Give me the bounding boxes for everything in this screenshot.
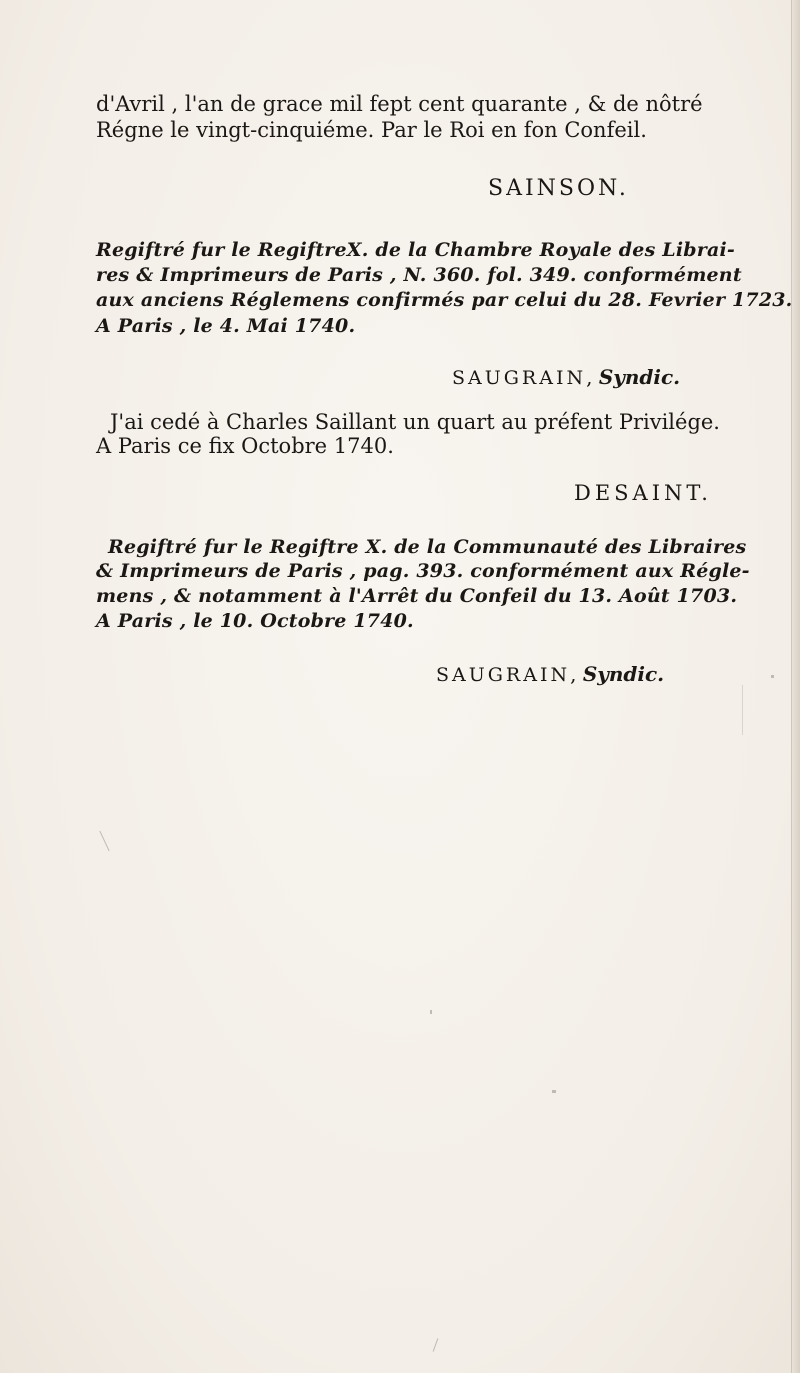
syndic-1-signature: SAUGRAIN, Syndic. bbox=[452, 365, 681, 389]
paper-mark bbox=[433, 1338, 439, 1351]
cession-line-1: J'ai cedé à Charles Saillant un quart au préfent Privilége. bbox=[110, 410, 720, 434]
privilege-line-2: Régne le vingt-cinquiéme. Par le Roi en fon Confeil. bbox=[96, 118, 647, 142]
signature-sainson: SAINSON. bbox=[488, 176, 629, 201]
syndic-2-title: Syndic. bbox=[582, 662, 665, 686]
cession-line-2: A Paris ce fix Octobre 1740. bbox=[96, 434, 394, 458]
registration-2-line-2: & Imprimeurs de Paris , pag. 393. conformément aux Régle- bbox=[96, 560, 750, 582]
paper-mark bbox=[552, 1090, 556, 1093]
page-edge bbox=[791, 0, 800, 1373]
paper-mark bbox=[771, 675, 774, 678]
syndic-2-name: SAUGRAIN bbox=[436, 664, 571, 686]
paper-mark bbox=[742, 685, 743, 735]
registration-1-line-4: A Paris , le 4. Mai 1740. bbox=[96, 315, 356, 337]
registration-1-line-1: Regiftré fur le RegiftreX. de la Chambre Royale des Librai- bbox=[96, 239, 735, 261]
signature-desaint: DESAINT. bbox=[574, 481, 712, 505]
paper-mark bbox=[430, 1010, 432, 1014]
syndic-1-title: Syndic. bbox=[598, 365, 681, 389]
registration-1-line-2: res & Imprimeurs de Paris , N. 360. fol. 349. conformément bbox=[96, 264, 742, 286]
privilege-line-1: d'Avril , l'an de grace mil fept cent quarante , & de nôtré bbox=[96, 92, 703, 116]
paper-mark bbox=[99, 831, 109, 851]
registration-2-line-4: A Paris , le 10. Octobre 1740. bbox=[96, 610, 414, 632]
syndic-2-signature: SAUGRAIN, Syndic. bbox=[436, 662, 665, 686]
syndic-1-name: SAUGRAIN bbox=[452, 367, 587, 389]
registration-1-line-3: aux anciens Réglemens confirmés par celui du 28. Fevrier 1723. bbox=[96, 289, 793, 311]
registration-2-line-1: Regiftré fur le Regiftre X. de la Communauté des Libraires bbox=[108, 536, 747, 558]
registration-2-line-3: mens , & notamment à l'Arrêt du Confeil du 13. Août 1703. bbox=[96, 585, 738, 607]
